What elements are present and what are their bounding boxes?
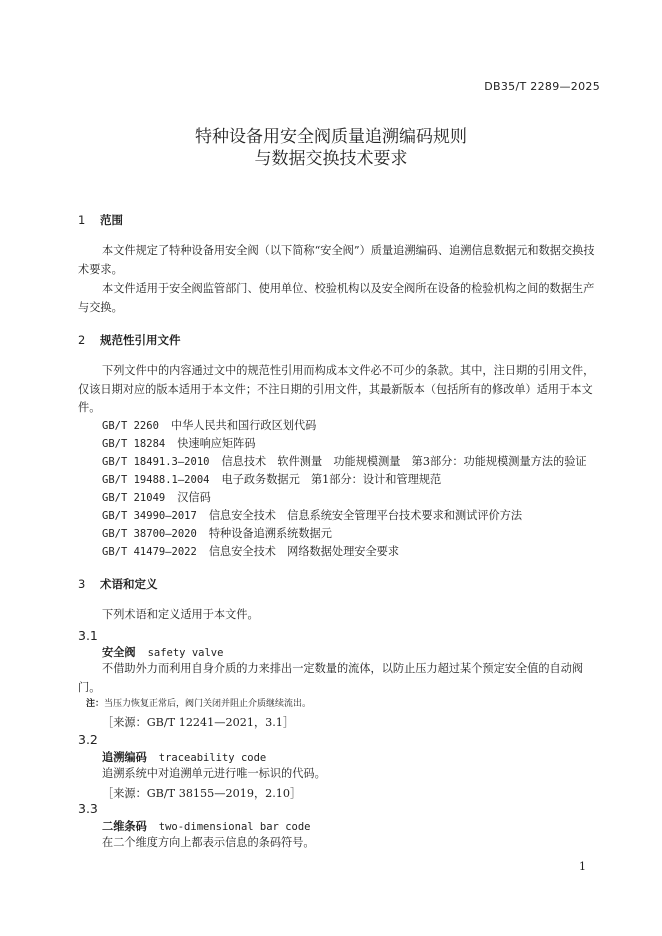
term-entry: [102, 818, 310, 834]
reference-item: [102, 435, 256, 453]
term-note: [86, 696, 311, 709]
term-number: 3.1: [78, 628, 98, 643]
note-text: 当压力恢复正常后，阀门关闭并阻止介质继续流出。: [104, 699, 312, 709]
reference-title: 中华人民共和国行政区划代码: [170, 419, 317, 432]
reference-item: [102, 525, 332, 543]
reference-code: GB/T 18491.3—2010: [102, 456, 210, 468]
term-number: 3.2: [78, 732, 98, 747]
title-line-2: 与数据交换技术要求: [254, 149, 408, 169]
term-source: ［来源：GB/T 38155—2019，2.10］: [102, 787, 302, 800]
reference-title: 汉信码: [177, 491, 211, 504]
reference-code: GB/T 21049: [102, 492, 166, 504]
term-source: ［来源：GB/T 12241—2021，3.1］: [102, 716, 295, 729]
section-title: 范围: [100, 213, 124, 227]
section-1-paragraph-1: 本文件规定了特种设备用安全阀（以下简称“安全阀”）质量追溯编码、追溯信息数据元和数据交换技术要求。: [78, 244, 595, 276]
reference-code: GB/T 19488.1—2004: [102, 474, 210, 486]
section-2-heading: [78, 332, 181, 348]
reference-title: 特种设备追溯系统数据元: [208, 527, 332, 540]
reference-item: [102, 417, 316, 435]
term-chinese: 追溯编码: [102, 751, 147, 764]
reference-title: 电子政务数据元 第1部分：设计和管理规范: [221, 473, 442, 486]
section-title: 术语和定义: [100, 577, 158, 591]
reference-code: GB/T 38700—2020: [102, 528, 197, 540]
reference-title: 信息技术 软件测量 功能规模测量 第3部分：功能规模测量方法的验证: [221, 455, 587, 468]
reference-title: 信息安全技术 信息系统安全管理平台技术要求和测试评价方法: [208, 509, 523, 522]
section-title: 规范性引用文件: [100, 333, 181, 347]
reference-item: [102, 543, 399, 561]
reference-item: [102, 453, 587, 471]
note-label: 注：: [86, 699, 105, 709]
term-entry: [102, 644, 223, 660]
section-number: 2: [78, 333, 86, 347]
reference-code: GB/T 18284: [102, 438, 166, 450]
reference-title: 信息安全技术 网络数据处理安全要求: [208, 545, 400, 558]
term-chinese: 二维条码: [102, 820, 147, 833]
standard-number: DB35/T 2289—2025: [484, 80, 600, 93]
term-chinese: 安全阀: [102, 646, 136, 659]
term-entry: [102, 749, 266, 765]
term-english: safety valve: [147, 647, 224, 659]
reference-item: [102, 471, 441, 489]
reference-code: GB/T 34990—2017: [102, 510, 197, 522]
reference-code: GB/T 2260: [102, 420, 159, 432]
term-definition: 不借助外力而利用自身介质的力来排出一定数量的流体，以防止压力超过某个预定安全值的自动阀门。: [78, 662, 584, 694]
section-1-heading: [78, 212, 123, 228]
term-definition: 追溯系统中对追溯单元进行唯一标识的代码。: [102, 767, 326, 780]
term-english: traceability code: [158, 752, 267, 764]
section-number: 1: [78, 213, 86, 227]
term-english: two-dimensional bar code: [158, 821, 311, 833]
document-title: [0, 126, 662, 170]
reference-item: [102, 507, 522, 525]
section-number: 3: [78, 577, 86, 591]
term-number: 3.3: [78, 801, 98, 816]
section-1-paragraph-2: 本文件适用于安全阀监管部门、使用单位、校验机构以及安全阀所在设备的检验机构之间的数据生产与交换。: [78, 282, 595, 314]
reference-code: GB/T 41479—2022: [102, 546, 197, 558]
section-2-intro: 下列文件中的内容通过文中的规范性引用而构成本文件必不可少的条款。其中，注日期的引用文件，仅该日期对应的版本适用于本文件；不注日期的引用文件，其最新版本（包括所有的修改单）适用于本文件。: [78, 364, 595, 414]
section-3-intro: 下列术语和定义适用于本文件。: [102, 608, 259, 621]
title-line-1: 特种设备用安全阀质量追溯编码规则: [195, 127, 467, 147]
reference-item: [102, 489, 211, 507]
section-3-heading: [78, 576, 158, 592]
term-definition: 在二个维度方向上都表示信息的条码符号。: [102, 836, 315, 849]
page-number: 1: [579, 860, 586, 873]
reference-title: 快速响应矩阵码: [177, 437, 256, 450]
